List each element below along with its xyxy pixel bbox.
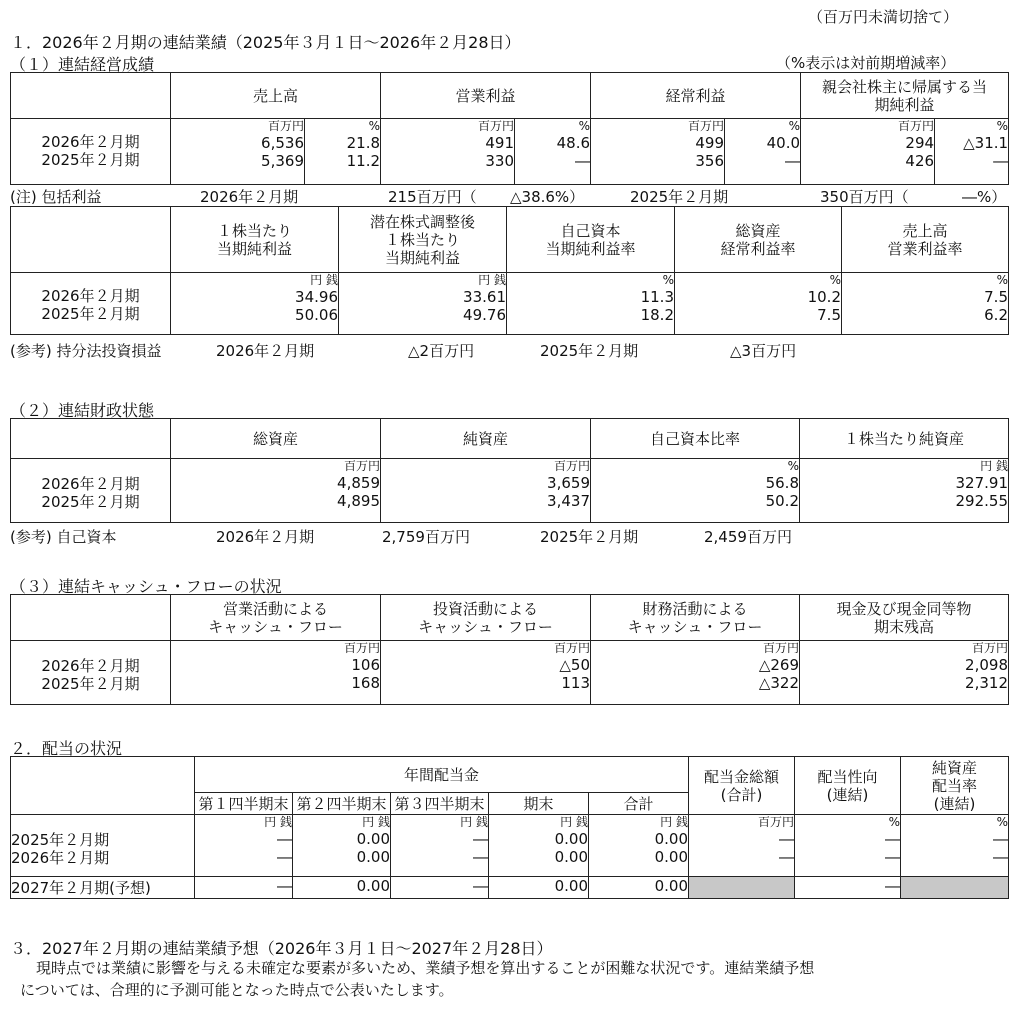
row-labels: 2026年２月期 2025年２月期 xyxy=(11,273,171,335)
header-financing-cf: 財務活動による キャッシュ・フロー xyxy=(591,595,800,641)
header-roa: 総資産 経常利益率 xyxy=(675,207,842,273)
cell-bps: 円 銭 327.91 292.55 xyxy=(800,459,1009,523)
row-labels: 2025年２月期 2026年２月期 xyxy=(11,815,195,877)
header-sales: 売上高 xyxy=(171,73,381,119)
cell-q2: 円 銭 0.00 0.00 xyxy=(293,815,391,877)
cell-operating-pct: % 48.6 ― xyxy=(515,119,591,185)
equity-period-1: 2026年２月期 xyxy=(216,528,315,546)
cell-operating-cf: 百万円 106 168 xyxy=(171,641,381,705)
forecast-dividend-on-equity-blank xyxy=(901,877,1009,899)
header-operating-margin: 売上高 営業利益率 xyxy=(842,207,1009,273)
header-total-dividend: 配当金総額 (合計) xyxy=(689,757,795,815)
dividend-heading: ２．配当の状況 xyxy=(10,739,123,758)
header-cash-balance: 現金及び現金同等物 期末残高 xyxy=(800,595,1009,641)
cell-net: 百万円 294 426 xyxy=(801,119,935,185)
header-blank xyxy=(11,595,171,641)
section1-heading: １．2026年２月期の連結業績（2025年３月１日～2026年２月28日） xyxy=(10,33,521,52)
header-equity-ratio: 自己資本比率 xyxy=(591,419,800,459)
cell-total-dividend: 百万円 ― ― xyxy=(689,815,795,877)
cell-sales-pct: % 21.8 11.2 xyxy=(305,119,381,185)
section1-sub-heading: （１）連結経営成績 xyxy=(10,55,155,74)
header-ordinary-income: 経常利益 xyxy=(591,73,801,119)
cell-financing-cf: 百万円 △269 △322 xyxy=(591,641,800,705)
forecast-total-dividend-blank xyxy=(689,877,795,899)
cell-ordinary-pct: % 40.0 ― xyxy=(725,119,801,185)
equity-method-value-2: △3百万円 xyxy=(730,342,797,360)
row-labels: 2026年２月期 2025年２月期 xyxy=(11,459,171,523)
forecast-payout-ratio: ― xyxy=(795,877,901,899)
forecast-text-line-1: 現時点では業績に影響を与える未確定な要素が多いため、業績予想を算出することが困難な状況です。連結業績予想 xyxy=(36,959,815,977)
header-eps: １株当たり 当期純利益 xyxy=(171,207,339,273)
comprehensive-period-2: 2025年２月期 xyxy=(630,188,729,206)
cell-operating: 百万円 491 330 xyxy=(381,119,515,185)
equity-value-2: 2,459百万円 xyxy=(704,528,792,546)
forecast-heading: ３．2027年２月期の連結業績予想（2026年３月１日～2027年２月28日） xyxy=(10,939,553,958)
header-net-assets: 純資産 xyxy=(381,419,591,459)
financial-position-table xyxy=(10,418,1009,523)
row-labels: 2026年２月期 2025年２月期 xyxy=(11,119,171,185)
forecast-year-end: 0.00 xyxy=(489,877,589,899)
forecast-label: 2027年２月期(予想) xyxy=(11,877,195,899)
per-share-table xyxy=(10,206,1009,335)
unit-note: （百万円未満切捨て） xyxy=(808,8,959,26)
forecast-q3: ― xyxy=(391,877,489,899)
header-annual-dividend: 年間配当金 xyxy=(195,757,689,793)
percent-note: （%表示は対前期増減率） xyxy=(776,54,956,72)
comprehensive-rate-1: △38.6%） xyxy=(510,188,585,206)
equity-value-1: 2,759百万円 xyxy=(382,528,470,546)
header-blank xyxy=(11,207,171,273)
equity-method-period-1: 2026年２月期 xyxy=(216,342,315,360)
header-q2: 第２四半期末 xyxy=(293,793,391,815)
header-blank xyxy=(11,73,171,119)
header-net-income: 親会社株主に帰属する当 期純利益 xyxy=(801,73,1009,119)
cell-equity-ratio: % 56.8 50.2 xyxy=(591,459,800,523)
financial-position-heading: （２）連結財政状態 xyxy=(10,401,155,420)
header-total-assets: 総資産 xyxy=(171,419,381,459)
equity-label: (参考) 自己資本 xyxy=(10,528,117,546)
cell-eps: 円 銭 34.96 50.06 xyxy=(171,273,339,335)
header-diluted-eps: 潜在株式調整後 １株当たり 当期純利益 xyxy=(339,207,507,273)
header-blank xyxy=(11,757,195,815)
operating-results-table xyxy=(10,72,1009,185)
cell-q1: 円 銭 ― ― xyxy=(195,815,293,877)
cell-q3: 円 銭 ― ― xyxy=(391,815,489,877)
header-roe: 自己資本 当期純利益率 xyxy=(507,207,675,273)
comprehensive-period-1: 2026年２月期 xyxy=(200,188,299,206)
header-year-end: 期末 xyxy=(489,793,589,815)
header-investing-cf: 投資活動による キャッシュ・フロー xyxy=(381,595,591,641)
cell-year-end: 円 銭 0.00 0.00 xyxy=(489,815,589,877)
cell-roe: % 11.3 18.2 xyxy=(507,273,675,335)
dividend-table xyxy=(10,756,1009,899)
comprehensive-rate-2: ―%） xyxy=(962,188,1007,206)
equity-period-2: 2025年２月期 xyxy=(540,528,639,546)
comprehensive-value-2: 350百万円（ xyxy=(820,188,909,206)
header-dividend-on-equity: 純資産 配当率 (連結) xyxy=(901,757,1009,815)
cell-net-pct: % △31.1 ― xyxy=(935,119,1009,185)
cell-payout-ratio: % ― ― xyxy=(795,815,901,877)
cash-flow-table xyxy=(10,594,1009,705)
cell-sales: 百万円 6,536 5,369 xyxy=(171,119,305,185)
header-q3: 第３四半期末 xyxy=(391,793,489,815)
cell-operating-margin: % 7.5 6.2 xyxy=(842,273,1009,335)
header-bps: １株当たり純資産 xyxy=(800,419,1009,459)
forecast-q1: ― xyxy=(195,877,293,899)
header-operating-cf: 営業活動による キャッシュ・フロー xyxy=(171,595,381,641)
header-total: 合計 xyxy=(589,793,689,815)
forecast-text-line-2: については、合理的に予測可能となった時点で公表いたします。 xyxy=(20,981,454,999)
cell-net-assets: 百万円 3,659 3,437 xyxy=(381,459,591,523)
equity-method-value-1: △2百万円 xyxy=(408,342,475,360)
cash-flow-heading: （３）連結キャッシュ・フローの状況 xyxy=(10,577,282,596)
header-blank xyxy=(11,419,171,459)
cell-diluted-eps: 円 銭 33.61 49.76 xyxy=(339,273,507,335)
cell-cash-balance: 百万円 2,098 2,312 xyxy=(800,641,1009,705)
cell-ordinary: 百万円 499 356 xyxy=(591,119,725,185)
forecast-total: 0.00 xyxy=(589,877,689,899)
cell-dividend-on-equity: % ― ― xyxy=(901,815,1009,877)
cell-investing-cf: 百万円 △50 113 xyxy=(381,641,591,705)
comprehensive-value-1: 215百万円（ xyxy=(388,188,477,206)
cell-total: 円 銭 0.00 0.00 xyxy=(589,815,689,877)
header-q1: 第１四半期末 xyxy=(195,793,293,815)
equity-method-period-2: 2025年２月期 xyxy=(540,342,639,360)
header-operating-income: 営業利益 xyxy=(381,73,591,119)
comprehensive-income-label: (注) 包括利益 xyxy=(10,188,102,206)
equity-method-label: (参考) 持分法投資損益 xyxy=(10,342,162,360)
header-payout-ratio: 配当性向 (連結) xyxy=(795,757,901,815)
forecast-q2: 0.00 xyxy=(293,877,391,899)
cell-total-assets: 百万円 4,859 4,895 xyxy=(171,459,381,523)
row-labels: 2026年２月期 2025年２月期 xyxy=(11,641,171,705)
cell-roa: % 10.2 7.5 xyxy=(675,273,842,335)
